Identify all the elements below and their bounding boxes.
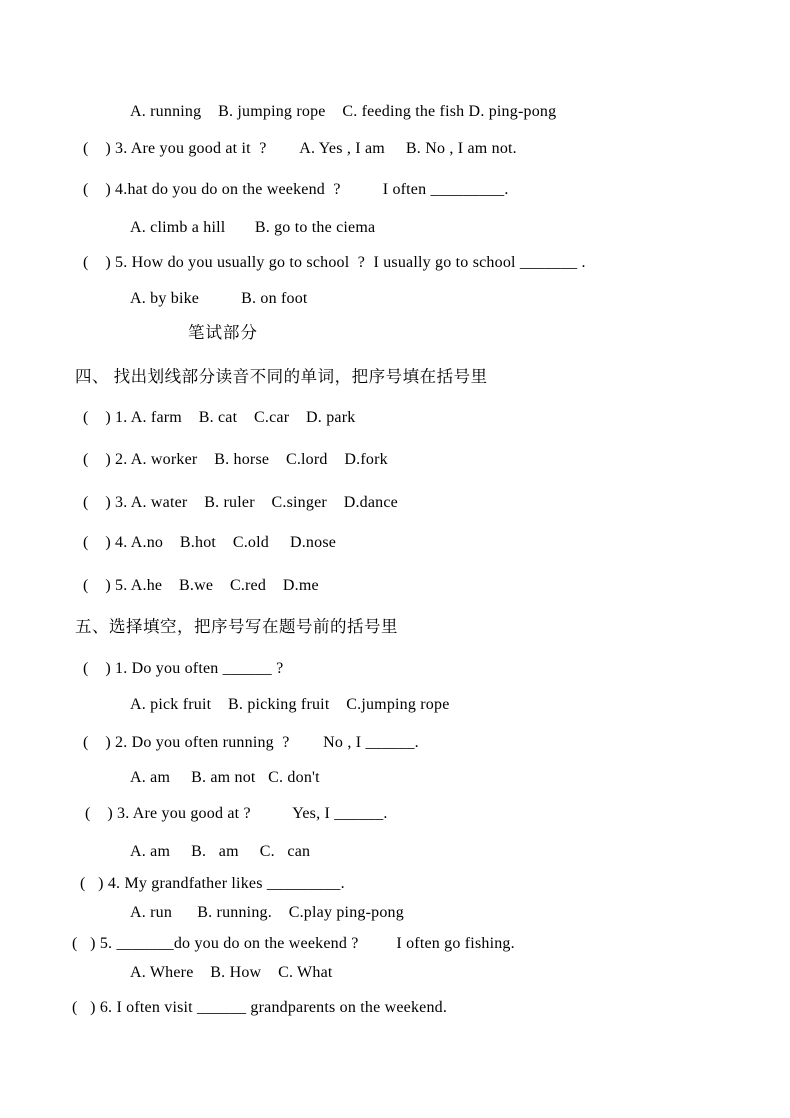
answer-options-line: A. pick fruit B. picking fruit C.jumping rope — [130, 696, 450, 713]
answer-options-line: A. am B. am C. can — [130, 843, 311, 860]
answer-options-line: A. running B. jumping rope C. feeding the fish D. ping-pong — [130, 103, 557, 120]
question-line: ( ) 5. A.he B.we C.red D.me — [83, 577, 319, 594]
question-line: ( ) 3. Are you good at it ? A. Yes , I am B. No , I am not. — [83, 140, 517, 157]
question-line: ( ) 1. A. farm B. cat C.car D. park — [83, 409, 356, 426]
question-line: ( ) 4. My grandfather likes _________. — [80, 875, 345, 892]
question-line: ( ) 6. I often visit ______ grandparents on the weekend. — [72, 999, 448, 1016]
question-line: ( ) 3. Are you good at ? Yes, I ______. — [85, 805, 388, 822]
section-heading: 四、 找出划线部分读音不同的单词，把序号填在括号里 — [75, 367, 488, 386]
question-line: ( ) 2. Do you often running ? No , I ______. — [83, 734, 419, 751]
section-heading: 五、选择填空，把序号写在题号前的括号里 — [75, 617, 398, 636]
question-line: ( ) 2. A. worker B. horse C.lord D.fork — [83, 451, 388, 468]
answer-options-line: A. climb a hill B. go to the ciema — [130, 219, 376, 236]
question-line: ( ) 4. A.no B.hot C.old D.nose — [83, 534, 337, 551]
answer-options-line: A. by bike B. on foot — [130, 290, 308, 307]
question-line: ( ) 5. _______do you do on the weekend ? I often go fishing. — [72, 935, 515, 952]
question-line: ( ) 1. Do you often ______ ? — [83, 660, 284, 677]
written-part-title: 笔试部分 — [188, 323, 258, 342]
question-line: ( ) 5. How do you usually go to school ? I usually go to school _______ . — [83, 254, 586, 271]
answer-options-line: A. am B. am not C. don't — [130, 769, 320, 786]
question-line: ( ) 4.hat do you do on the weekend ? I often _________. — [83, 181, 509, 198]
question-line: ( ) 3. A. water B. ruler C.singer D.dance — [83, 494, 398, 511]
answer-options-line: A. run B. running. C.play ping-pong — [130, 904, 404, 921]
answer-options-line: A. Where B. How C. What — [130, 964, 333, 981]
